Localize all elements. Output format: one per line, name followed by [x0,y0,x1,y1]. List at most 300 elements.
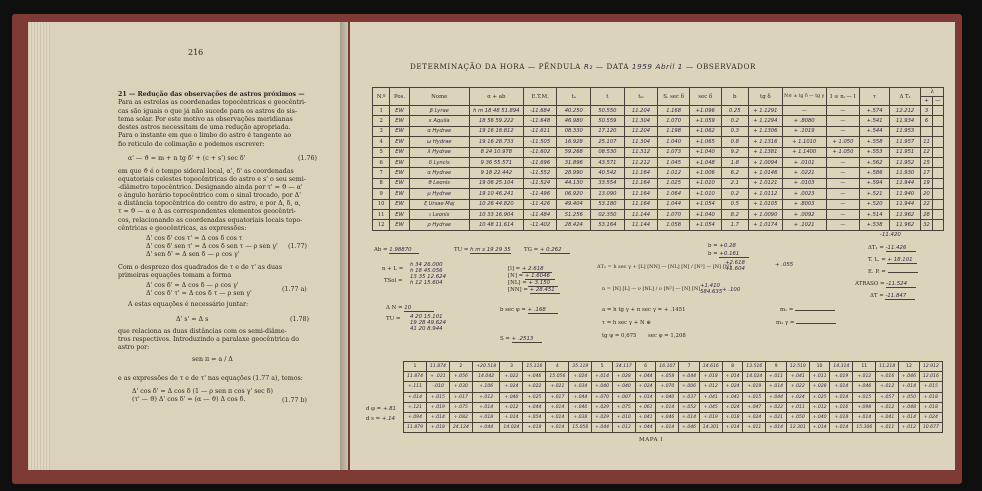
reduction-cell: +.018 [426,423,449,433]
table-cell: EW [390,126,409,136]
reduction-col-number: 3 [500,362,523,372]
table-cell: +.574 [860,106,890,116]
table-cell: 40.250 [557,106,591,116]
table-cell: 1.7 [721,220,749,230]
section-heading [118,91,330,149]
paragraph-2 [118,168,332,233]
table-cell: — [826,116,860,126]
table-cell: + 1.050 [826,137,860,147]
n-l-values [410,262,446,286]
dt2-result [775,262,793,268]
col-header: tₘ [624,88,658,106]
reduction-header-value: +20.518 [472,362,500,372]
heading-text: 21 — Redução das observações de astros próximos — [118,91,305,98]
reduction-cell: +.018 [472,412,500,422]
reduction-cell: +.021 [766,412,787,422]
reduction-col-number: 12 [899,362,920,372]
table-cell: + 1.1400 [782,147,826,157]
table-cell: -11.426 [523,199,557,209]
table-cell [932,178,943,188]
reduction-table [403,361,943,433]
tu-label: TU = [454,247,469,253]
table-cell: EW [390,168,409,178]
reduction-row [404,412,943,422]
table-cell: 50.550 [591,106,625,116]
t-formula: τ = h sec γ + N ⊕ [602,320,651,326]
reduction-cell: +.018 [830,412,853,422]
table-cell: 11.962 [889,220,921,230]
table-cell [932,157,943,167]
reduction-cell: +.040 [809,412,830,422]
reduction-cell: +.025 [523,392,546,402]
para-line: -diâmetro topocêntrico. Designando ainda por τ' = ϑ — α' [118,184,303,192]
figure-caption: MAPA I [639,437,664,443]
reduction-col-number: 10 [809,362,830,372]
reduction-cell: +.048 [899,402,920,412]
reduction-cell: +.057 [876,392,899,402]
dt2-result-value: + .055 [775,262,794,268]
table-cell [932,220,943,230]
table-cell: 10 26 44.820 [469,199,523,209]
mf-label: m₁ γ = [776,320,795,326]
reduction-header-value: 34.117 [612,362,635,372]
table-cell: θ Leonis [409,178,469,188]
table-row [373,199,944,209]
l-value: + 2.618 [522,266,552,273]
table-cell: 08.530 [591,147,625,157]
reduction-cell: +.018 [722,412,743,422]
table-cell: 20 [921,189,932,199]
table-cell: — [826,220,860,230]
reduction-cell: +.041 [876,412,899,422]
table-cell: — [826,157,860,167]
b2-value: +0.161 [719,251,749,258]
reduction-cell: +.014 [830,382,853,392]
table-cell [932,126,943,136]
table-cell: 1.168 [658,106,690,116]
reduction-cell: +.075 [612,402,635,412]
table-cell: EW [390,137,409,147]
table-cell: 1.045 [658,157,690,167]
reduction-cell: +.019 [830,372,853,382]
n-l-value: h 12 15.604 [410,280,443,286]
reduction-col-number: 5 [592,362,613,372]
reduction-cell: +.028 [809,382,830,392]
reduction-cell: +.024 [919,412,942,422]
reduction-cell: +.040 [656,392,679,402]
reduction-cell: +.013 [612,423,635,433]
table-cell: 11.312 [624,147,658,157]
reduction-cell: +.015 [426,392,449,402]
tu-field [454,247,511,254]
table-cell: +.541 [860,116,890,126]
para-line: astro por: [118,344,150,352]
n-value: + 1.6046 [525,273,555,280]
para-line: fio reticulo de colimação e podemos escrever: [118,140,265,148]
reduction-header-value: 16.107 [656,362,679,372]
form-title [410,62,756,71]
reduction-cell: +.046 [853,382,876,392]
reduction-cell: +.014 [546,423,569,433]
reduction-cell: +.024 [743,412,766,422]
dt1-label: ΔT₁ = [868,245,884,251]
tg-value: + 0.262 [540,247,570,254]
table-cell: +1.062 [689,126,721,136]
table-cell: h m 18 48 51.894 [469,106,523,116]
table-cell: EW [390,157,409,167]
ab-value: 1.98870 [389,247,419,254]
reduction-cell: +.012 [500,402,523,412]
table-cell: + .8003 [782,199,826,209]
table-cell: + 1.0146 [749,168,783,178]
table-cell: + 1.0174 [749,220,783,230]
reduction-cell: 14.042 [472,372,500,382]
table-row [373,157,944,167]
reduction-header-value: 13.516 [743,362,766,372]
tu2-value: 19 28 49.624 [410,320,447,326]
s-field [500,336,542,343]
reduction-col-number: 4 [546,362,569,372]
table-cell: 11.951 [889,147,921,157]
table-cell: 5 [373,147,390,157]
table-cell: 44.130 [557,178,591,188]
table-cell: + 1.0094 [749,157,783,167]
tsol-label: TSol = [384,278,403,284]
dt2-value: +2.618 [725,260,745,266]
nl-value: + 3.150 [528,280,558,287]
lambda-total-value: -11.420 [880,232,901,238]
reduction-cell: +.014 [426,412,449,422]
table-cell: 11.962 [889,209,921,219]
dt2-values [725,260,745,272]
dt-value: -11.847 [885,293,915,300]
table-body [373,106,944,231]
mo-blank [795,310,835,311]
table-cell: 11.164 [624,168,658,178]
eq-number: (1.77) [288,243,307,250]
reduction-cell: +.014 [722,423,743,433]
table-cell: 0.25 [721,106,749,116]
table-cell: + 1.1306 [749,126,783,136]
paragraph-6: e as expressões de τ e de τ' nas equações (1.77 a), temos: [118,375,303,382]
table-cell: +.558 [860,137,890,147]
table-cell: 59.268 [557,147,591,157]
tu2-label: TU = [386,316,401,322]
reduction-row [404,372,943,382]
title-date: 1959 Abril 1 [631,62,683,71]
reduction-cell: +.012 [876,382,899,392]
table-cell: 08.330 [557,126,591,136]
table-cell: 43.571 [591,157,625,167]
table-cell: 0.2 [721,116,749,126]
table-cell: 31.896 [557,157,591,167]
mf-blank [796,323,836,324]
reduction-cell: 11.874 [404,372,427,382]
table-cell: 1.044 [658,199,690,209]
reduction-cell: +.012 [472,392,500,402]
para-line: cas são iguais o que já não sucede para os astros do sis- [118,107,298,115]
n-result-value: + .100 [722,287,741,293]
table-cell: + 1.0112 [749,189,783,199]
reduction-cell: +.037 [679,392,700,402]
table-cell: EW [390,147,409,157]
reduction-cell: +.014 [546,402,569,412]
reduction-cell: +.029 [592,412,613,422]
atraso-value: -11.524 [886,281,916,288]
col-subheader: — [932,97,943,106]
reduction-cell: +.014 [472,402,500,412]
table-cell: 46.980 [557,116,591,126]
col-header: S. sec δ [658,88,690,106]
reduction-row [404,382,943,392]
table-cell: 1.012 [658,168,690,178]
table-cell: +.538 [860,220,890,230]
equation-177b [132,388,273,404]
table-cell [932,116,943,126]
reduction-cell: +.046 [899,372,920,382]
table-cell: 1.040 [658,137,690,147]
ep-label: E. P. = [868,269,886,275]
table-cell: +.553 [860,147,890,157]
reduction-cell: +.024 [722,402,743,412]
eq-line: (τ' — ϑ) Δ' cos δ' = (α — ϑ) Δ cos δ. [132,396,246,404]
col-header: sec δ [689,88,721,106]
tu2-value: 41 20 8.944 [410,326,443,332]
lambda-total [880,232,901,238]
reduction-cell: +.045 [699,402,722,412]
table-cell: 1.070 [658,116,690,126]
n-l-value: h 18 45.056 [410,268,443,274]
reduction-col-number: 8 [722,362,743,372]
reduction-cell: +.041 [699,392,722,402]
table-cell: 6 [921,116,932,126]
reduction-cell: +.041 [635,412,656,422]
n-l-value: h 34 26.000 [410,262,443,268]
table-cell: 1.025 [658,178,690,188]
reduction-cell: +.040 [500,392,523,402]
table-row [373,189,944,199]
table-cell: 1.8 [721,157,749,167]
table-cell: 13.090 [591,189,625,199]
reduction-cell: +.022 [786,382,809,392]
table-cell: ω Hydrae [409,137,469,147]
table-cell: 11.953 [889,126,921,136]
table-cell: λ Hydrae [409,147,469,157]
table-cell [932,189,943,199]
reduction-cell: +.018 [699,372,722,382]
reduction-table-body [404,362,943,433]
reduction-cell: +.024 [500,382,523,392]
table-cell: 0.2 [721,189,749,199]
table-cell: 2 [373,116,390,126]
table-cell: EW [390,199,409,209]
table-cell: + 1.0121 [749,178,783,188]
tl-value: + 18.101 [887,257,917,264]
reduction-cell: +.021 [546,382,569,392]
reduction-header-value: 11.874 [426,362,449,372]
table-cell: 11.304 [624,137,658,147]
reduction-cell: +.012 [699,382,722,392]
table-cell: + 1.1291 [749,106,783,116]
table-cell: — [826,189,860,199]
tg-label: TG = [524,247,539,253]
table-cell: ι Leonis [409,209,469,219]
table-cell: 12 [921,147,932,157]
reduction-col-number: 9 [766,362,787,372]
table-cell: +.520 [860,199,890,209]
reduction-cell: + .021 [426,372,449,382]
reduction-cell: +.024 [569,372,592,382]
table-cell: 2.1 [721,178,749,188]
table-cell: α Hydrae [409,126,469,136]
reduction-cell: +.070 [656,382,679,392]
reduction-cell: 11.879 [404,423,427,433]
n-label: [N] = [508,273,524,279]
reduction-cell: +.014 [679,412,700,422]
table-cell: 11.144 [624,209,658,219]
reduction-cell: +.028 [612,372,635,382]
para-line: equatoriais celestes topocêntricas do astro e s' o seu semi- [118,176,306,184]
eq-line: Δ' cos δ' cos τ' = Δ cos δ cos τ [146,235,243,242]
reduction-cell: +.011 [766,372,787,382]
table-cell: — [826,178,860,188]
reduction-cell: +.015 [853,392,876,402]
table-cell: 10 [373,199,390,209]
col-header: Nome [409,88,469,106]
table-cell: + .0103 [782,178,826,188]
dt-label: ΔT = [870,293,884,299]
reduction-col-number: 1 [404,362,427,372]
table-cell: +.514 [860,209,890,219]
ds-field [366,416,395,422]
reduction-row [404,423,943,433]
table-cell: + 1.1294 [749,116,783,126]
tl-field [868,257,917,264]
table-cell: 17.120 [591,126,625,136]
tg-phi: tg φ = 0,675 [602,333,637,339]
reduction-cell: +.050 [786,412,809,422]
reduction-cell: +.029 [592,402,613,412]
n-l-label: n + L = [382,266,404,272]
table-cell: 19 16 18.812 [469,126,523,136]
sums-block [508,266,560,294]
reduction-cell: +.007 [612,392,635,402]
reduction-cell: +.014 [404,392,427,402]
tu-value: h m s 19 29 35 [470,247,511,253]
eq-line: Δ' cos δ' τ' = Δ cos δ τ — ρ sen γ' [146,290,252,298]
reduction-header-value: 15.116 [523,362,546,372]
col-subheader: + [921,97,932,106]
reduction-cell: +.040 [612,382,635,392]
atraso-label: ATRASO = [855,281,885,287]
dt2-value: +1.604 [725,266,745,272]
table-cell: 19 16 28.733 [469,137,523,147]
table-cell: — [826,209,860,219]
table-cell: 11.164 [624,199,658,209]
bsec-value: + .168 [528,307,558,314]
reduction-cell: +.014 [809,423,830,433]
n-formula-values [700,283,722,295]
col-header: tₐ [557,88,591,106]
l-label: [l] = [508,266,521,272]
reduction-cell: +.016 [876,372,899,382]
reduction-cell: +.012 [899,423,920,433]
table-cell: 8 24 10.978 [469,147,523,157]
title-text: DETERMINAÇÃO DA HORA — PÊNDULA [410,62,581,71]
reduction-cell: +.014 [830,392,853,402]
table-row [373,147,944,157]
table-row [373,106,944,116]
dt-field [870,293,915,300]
reduction-cell: +.024 [635,382,656,392]
table-cell: 10 48 11.614 [469,220,523,230]
reduction-col-number: 6 [635,362,656,372]
table-cell: 12 [373,220,390,230]
table-cell: 1 [373,106,390,116]
reduction-header-value: 35.119 [569,362,592,372]
table-cell: +1.048 [689,157,721,167]
eq-line: Δ' cos δ' = Δ cos δ — ρ cos γ' [146,282,239,289]
table-cell: 11.940 [889,189,921,199]
reduction-cell: -.010 [426,382,449,392]
table-cell: -11.524 [523,178,557,188]
table-cell: 17 [921,168,932,178]
table-cell: 11.304 [624,116,658,126]
reduction-cell: +.015 [919,382,942,392]
table-cell: 25.107 [591,137,625,147]
paragraph-5 [118,328,332,352]
table-cell: 11.944 [889,178,921,188]
table-cell: ε Aquila [409,116,469,126]
reduction-header-value: 12.519 [786,362,809,372]
reduction-cell: +.011 [876,423,899,433]
table-cell: 3 [921,106,932,116]
table-cell: -11.602 [523,147,557,157]
reduction-cell: +.044 [569,392,592,402]
reduction-cell: +.017 [546,392,569,402]
reduction-cell: 15.056 [546,372,569,382]
table-cell [921,126,932,136]
table-cell: + .0221 [782,168,826,178]
reduction-cell: 24.124 [449,423,472,433]
para-line: tros respectivos. Introduzindo a paralaxe geocêntrica do [118,336,299,344]
nl-label: [NL] = [508,280,527,286]
table-cell: 1.073 [658,147,690,157]
table-cell: μ Hydrae [409,189,469,199]
table-cell: + .0023 [782,189,826,199]
table-cell: -11.552 [523,168,557,178]
reduction-cell: +.044 [635,372,656,382]
reduction-cell: +.061 [635,402,656,412]
table-cell: 8.2 [721,209,749,219]
table-cell: 11.204 [624,106,658,116]
table-cell: 10 33 16.904 [469,209,523,219]
n-formula-value: 584.635 [700,289,723,295]
table-row [373,209,944,219]
table-cell: -11.696 [523,157,557,167]
table-cell: 06.920 [557,189,591,199]
table-header-row [373,88,944,97]
table-cell: — [782,106,826,116]
mo-label: mₒ = [780,307,794,313]
reduction-cell: +.052 [679,402,700,412]
title-data-label: — DATA [595,62,630,71]
reduction-cell: +.011 [786,402,809,412]
nn-value: + 28.451 [530,287,560,294]
reduction-cell: +.014 [899,382,920,392]
dt1-value: -11.426 [886,245,916,252]
ep-field [868,269,918,275]
